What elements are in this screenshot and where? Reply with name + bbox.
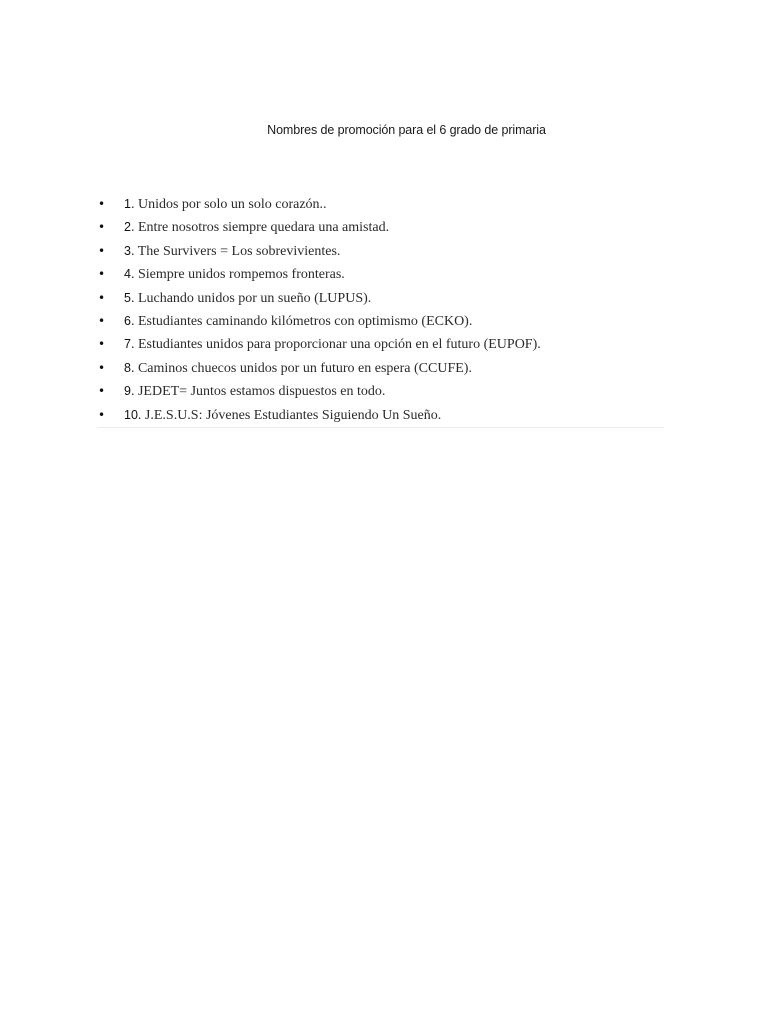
list-item [98, 357, 664, 380]
item-number: 2 [124, 220, 131, 235]
item-text: . Entre nosotros siempre quedara una amistad. [130, 220, 390, 236]
item-text: . Estudiantes caminando kilómetros con optimismo (ECKO). [130, 313, 473, 329]
bullet-icon: • [98, 360, 106, 375]
bullet-icon: • [98, 313, 106, 328]
item-number: 7 [124, 337, 131, 352]
bullet-icon: • [98, 384, 106, 399]
bullet-icon: • [98, 197, 106, 211]
item-number: 9 [124, 384, 131, 399]
list-item [98, 310, 664, 333]
list-item [98, 404, 664, 427]
item-number: 3 [124, 243, 131, 258]
item-text: . J.E.S.U.S: Jóvenes Estudiantes Siguiendo Un Sueño. [137, 407, 442, 423]
list-item [98, 287, 664, 310]
item-text: . Luchando unidos por un sueño (LUPUS). [130, 290, 372, 306]
item-text: . JEDET= Juntos estamos dispuestos en todo. [130, 384, 386, 400]
promotion-names-list [98, 193, 664, 427]
list-item [98, 380, 664, 403]
item-number: 5 [124, 290, 131, 305]
page-title: Nombres de promoción para el 6 grado de primaria [267, 123, 546, 137]
bullet-icon: • [98, 267, 106, 282]
bullet-icon: • [98, 337, 106, 352]
item-text: . Caminos chuecos unidos por un futuro en espera (CCUFE). [130, 360, 472, 376]
item-text: . The Survivers = Los sobrevivientes. [130, 243, 341, 259]
item-text: . Estudiantes unidos para proporcionar una opción en el futuro (EUPOF). [130, 337, 541, 353]
item-number: 8 [124, 360, 131, 375]
item-text: . Unidos por solo un solo corazón.. [130, 197, 327, 212]
item-number: 4 [124, 267, 131, 282]
item-number: 10 [124, 407, 138, 422]
bullet-icon: • [98, 407, 106, 422]
list-item [98, 240, 664, 263]
bullet-icon: • [98, 243, 106, 258]
list-item [98, 263, 664, 286]
bullet-icon: • [98, 290, 106, 305]
list-item [98, 216, 664, 239]
divider [98, 427, 664, 428]
list-item [98, 193, 664, 216]
item-number: 6 [124, 313, 131, 328]
list-item [98, 333, 664, 356]
item-number: 1 [124, 197, 131, 211]
item-text: . Siempre unidos rompemos fronteras. [130, 267, 345, 283]
bullet-icon: • [98, 220, 106, 235]
